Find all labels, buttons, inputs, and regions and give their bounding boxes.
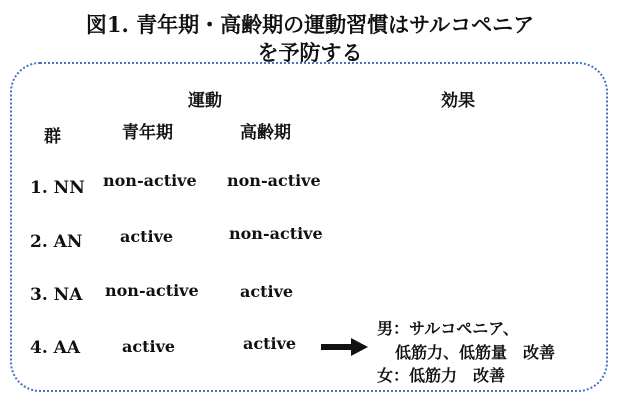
old-status-na: active bbox=[240, 282, 294, 301]
group-label-na: 3. NA bbox=[30, 285, 83, 305]
header-group: 群 bbox=[44, 127, 61, 147]
young-status-aa: active bbox=[122, 337, 176, 356]
right-arrow-icon bbox=[321, 337, 369, 357]
young-status-na: non-active bbox=[105, 281, 199, 300]
header-effect: 効果 bbox=[441, 91, 475, 111]
header-young-period: 青年期 bbox=[122, 123, 173, 143]
old-status-nn: non-active bbox=[227, 171, 321, 190]
effect-male-line1: 男：サルコペニア、 bbox=[377, 319, 519, 338]
group-label-an: 2. AN bbox=[30, 232, 83, 252]
old-status-aa: active bbox=[243, 334, 297, 353]
effect-female-line: 女：低筋力 改善 bbox=[377, 366, 506, 385]
figure-title-line1: 図1. 青年期・高齢期の運動習慣はサルコペニア bbox=[85, 12, 535, 37]
figure-title-line2: を予防する bbox=[257, 40, 363, 65]
young-status-an: active bbox=[120, 227, 174, 246]
group-label-aa: 4. AA bbox=[30, 338, 81, 358]
header-old-period: 高齢期 bbox=[240, 123, 291, 143]
old-status-an: non-active bbox=[229, 224, 323, 243]
effect-male-line2: 低筋力、低筋量 改善 bbox=[395, 343, 556, 362]
group-label-nn: 1. NN bbox=[30, 178, 85, 198]
header-exercise: 運動 bbox=[188, 91, 222, 111]
young-status-nn: non-active bbox=[103, 171, 197, 190]
